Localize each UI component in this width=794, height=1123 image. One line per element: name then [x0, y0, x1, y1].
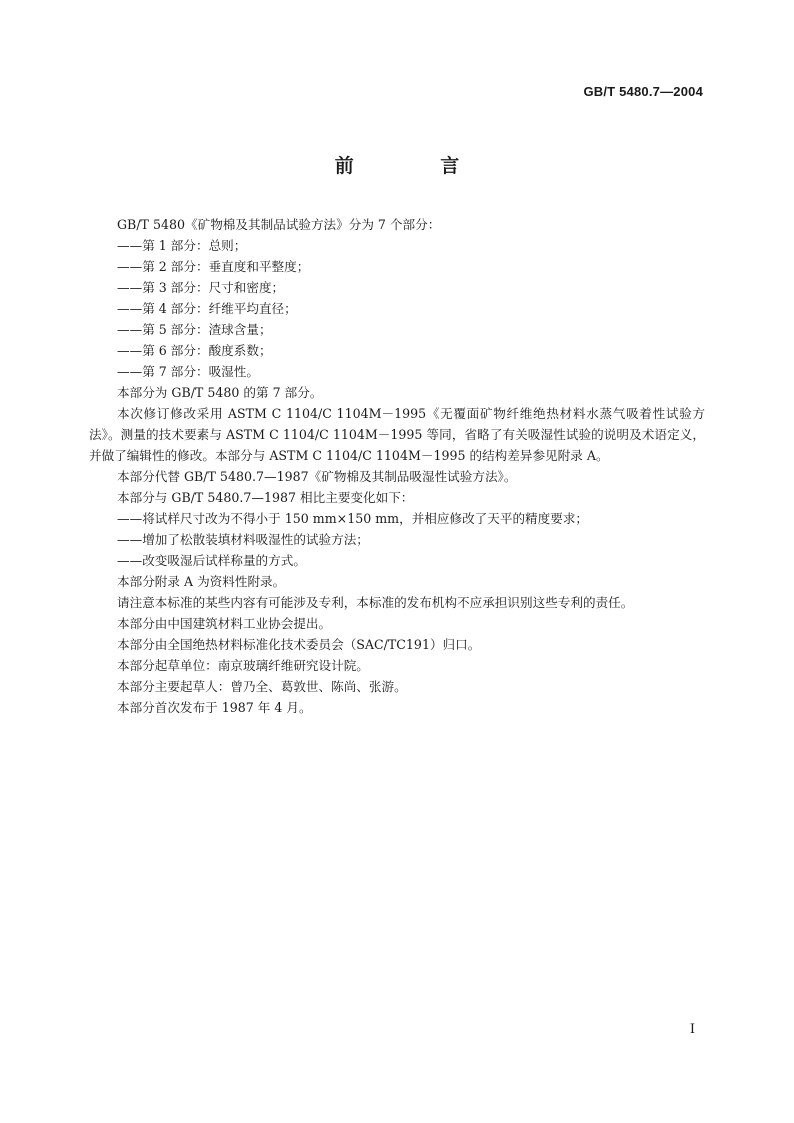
paragraph: 本部分首次发布于 1987 年 4 月。	[117, 700, 312, 715]
paragraph: 本部分附录 A 为资料性附录。	[117, 574, 286, 589]
paragraph: GB/T 5480《矿物棉及其制品试验方法》分为 7 个部分：	[117, 217, 441, 232]
paragraph: 本部分代替 GB/T 5480.7—1987《矿物棉及其制品吸湿性试验方法》。	[117, 469, 517, 484]
paragraph: 本部分起草单位：南京玻璃纤维研究设计院。	[117, 658, 369, 673]
paragraph: 本部分与 GB/T 5480.7—1987 相比主要变化如下：	[117, 490, 414, 505]
list-item: ——增加了松散装填材料吸湿性的试验方法；	[117, 532, 369, 547]
list-item: ——第 1 部分：总则；	[117, 238, 247, 253]
paragraph: 本部分为 GB/T 5480 的第 7 部分。	[117, 385, 323, 400]
paragraph: 本次修订修改采用 ASTM C 1104/C 1104M－1995《无覆面矿物纤维绝热材料水蒸气吸着性试验方法》。测量的技术要素与 ASTM C 1104/C 1104M－1995 等同，省略了有关吸湿性试验的说明及术语定义，并做了编辑性的修改。本部分与 ASTM C 1104/C 1104M－1995 的结构差异参见附录 A。	[89, 406, 705, 463]
paragraph: 本部分由中国建筑材料工业协会提出。	[117, 616, 332, 631]
list-item: ——第 6 部分：酸度系数；	[117, 343, 272, 358]
list-item: ——将试样尺寸改为不得小于 150 mm×150 mm，并相应修改了天平的精度要求；	[117, 511, 589, 526]
paragraph: 请注意本标准的某些内容有可能涉及专利，本标准的发布机构不应承担识别这些专利的责任。	[117, 595, 634, 610]
page-title: 前 言	[334, 155, 500, 177]
list-item: ——第 5 部分：渣球含量；	[117, 322, 272, 337]
list-item: ——第 3 部分：尺寸和密度；	[117, 280, 285, 295]
standard-code: GB/T 5480.7—2004	[583, 84, 703, 99]
paragraph: 本部分由全国绝热材料标准化技术委员会（SAC/TC191）归口。	[117, 637, 481, 652]
list-item: ——第 4 部分：纤维平均直径；	[117, 301, 297, 316]
paragraph: 本部分主要起草人：曾乃全、葛敦世、陈尚、张游。	[117, 679, 407, 694]
list-item: ——第 7 部分：吸湿性。	[117, 364, 259, 379]
list-item: ——改变吸湿后试样称量的方式。	[117, 553, 306, 568]
list-item: ——第 2 部分：垂直度和平整度；	[117, 259, 310, 274]
page-number: I	[689, 1022, 695, 1037]
foreword-body	[89, 214, 705, 718]
